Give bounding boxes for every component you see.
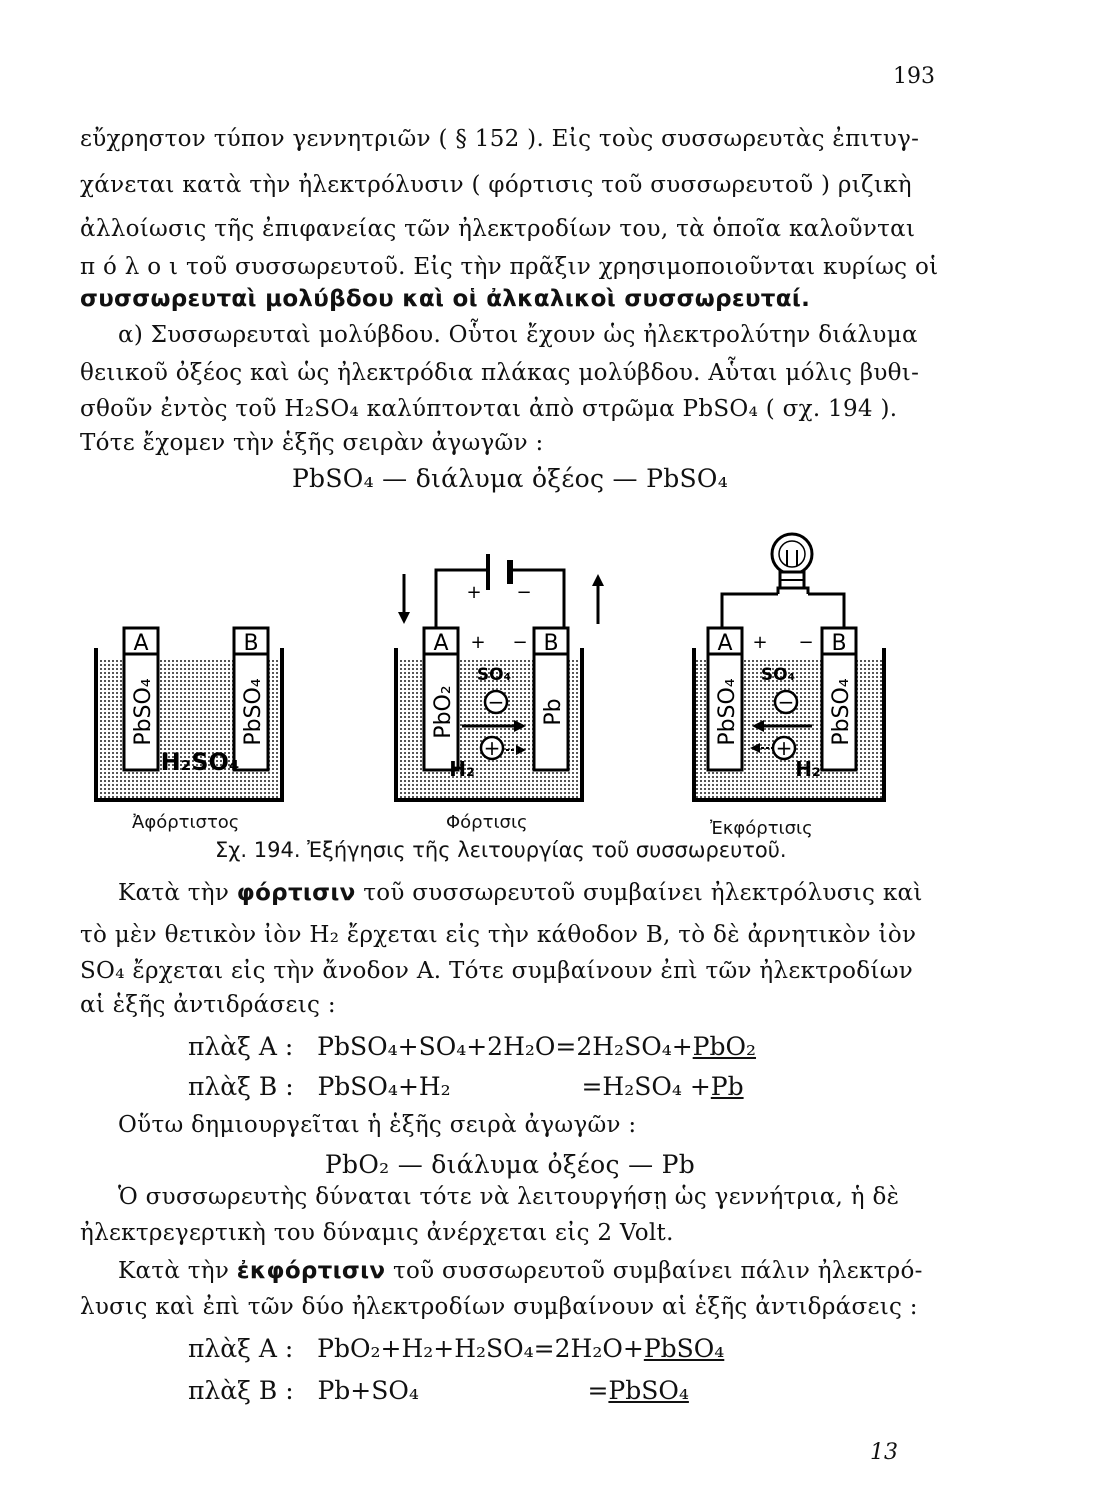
para6-line2: λυσις καὶ ἐπὶ τῶν δύο ἠλεκτροδίων συμβαίνουν αἱ ἑξῆς ἀντιδράσεις : [80,1294,918,1320]
h2-label-2: H₂ [449,757,475,781]
plate-b-material-3: PbSO₄ [829,678,854,746]
sub-caption-discharging: Ἐκφόρτισις [710,818,813,839]
plate-b-label-2: B [543,631,559,656]
arrow-up-icon [592,574,604,586]
series1: PbSO₄ — διάλυμα ὀξέος — PbSO₄ [291,464,729,493]
para3-line2: τὸ μὲν θετικὸν ἰὸν H₂ ἔρχεται εἰς τὴν κάθοδον B, τὸ δὲ ἀρνητικὸν ἰὸν [80,922,917,948]
para3-line1 [118,880,940,906]
equation-rhs: =H₂SO₄ + [581,1072,711,1101]
para3-line4: αἱ ἑξῆς ἀντιδράσεις : [80,992,336,1018]
equation-plate: πλὰξ B : [188,1376,294,1405]
series2: PbO₂ — διάλυμα ὀξέος — Pb [324,1150,696,1179]
para3-line3: SO₄ ἔρχεται εἰς τὴν ἄνοδον A. Τότε συμβαίνουν ἐπὶ τῶν ἠλεκτροδίων [80,958,914,984]
svg-text:+: + [483,736,501,760]
electrolyte-label-1: H₂SO₄ [160,748,240,776]
cell-discharging [694,534,884,800]
para2-line1: α) Συσσωρευταὶ μολύβδου. Οὗτοι ἔχουν ὡς ἠλεκτρολύτην διάλυμα [118,322,918,348]
para2-line2: θειικοῦ ὀξέος καὶ ὡς ἠλεκτρόδια πλάκας μολύβδου. Αὗται μόλις βυθι- [80,360,920,386]
folio: 13 [870,1440,898,1465]
equation-lhs: PbSO₄+H₂ [317,1072,451,1101]
equation-plate: πλὰξ B : [188,1072,294,1101]
para3-line1-end: τοῦ συσσωρευτοῦ συμβαίνει ἠλεκτρόλυσις καὶ [355,880,923,906]
equation-lhs: PbO₂+H₂+H₂SO₄=2H₂O+ [317,1334,644,1363]
svg-text:+: + [775,736,793,760]
equation-product: PbSO₄ [608,1376,689,1405]
svg-text:+: + [470,632,486,653]
plate-b-material-1: PbSO₄ [241,678,266,746]
equation-lhs: Pb+SO₄ [317,1376,419,1405]
equation-discharge-b [188,1376,689,1405]
para6-line1-end: τοῦ συσσωρευτοῦ συμβαίνει πάλιν ἠλεκτρό- [385,1258,923,1284]
equation-product: PbSO₄ [643,1334,725,1363]
svg-text:−: − [487,690,505,714]
para1-line2: χάνεται κατὰ τὴν ἠλεκτρόλυσιν ( φόρτισις τοῦ συσσωρευτοῦ ) ριζικὴ [80,172,912,198]
equation-lhs: PbSO₄+SO₄+2H₂O=2H₂SO₄+ [317,1032,693,1061]
plate-a-material-1: PbSO₄ [131,678,156,746]
plate-b-label-1: B [243,631,259,656]
svg-text:+: + [752,632,768,653]
para1-line1: εὔχρηστον τύπον γεννητριῶν ( § 152 ). Εἰς τοὺς συσσωρευτὰς ἐπιτυγ- [80,126,920,152]
so4-label-2: SO₄ [476,665,512,685]
svg-text:−: − [516,582,532,603]
bold-term-charging: φόρτισιν [236,880,356,906]
equation-product: Pb [710,1072,744,1101]
sub-caption-uncharged: Ἀφόρτιστος [132,812,240,833]
equation-plate: πλὰξ A : [188,1334,294,1363]
circuit-wire-3 [722,594,844,628]
equation-product: PbO₂ [692,1032,757,1061]
equation-rhs: = [587,1376,609,1405]
bold-term-discharging: ἐκφόρτισιν [236,1258,386,1284]
para1-line4: π ό λ ο ι τοῦ συσσωρευτοῦ. Εἰς τὴν πρᾶξιν χρησιμοποιοῦνται κυρίως οἱ [80,254,939,280]
para5-line2: ἠλεκτρεγερτικὴ του δύναμις ἀνέρχεται εἰς 2 Volt. [80,1220,674,1246]
page-number: 193 [893,64,935,89]
para6-line1-start: Κατὰ τὴν [118,1258,237,1284]
plate-a-material-2: PbO₂ [431,685,456,739]
equation-charge-a [188,1032,756,1061]
equation-plate: πλὰξ A : [188,1032,294,1061]
circuit-wire-2 [436,570,564,628]
svg-text:−: − [798,632,814,653]
cell-uncharged [96,628,282,800]
para1-line3: ἀλλοίωσις τῆς ἐπιφανείας τῶν ἠλεκτροδίων του, τὰ ὁποῖα καλοῦνται [80,216,916,242]
h2-label-3: H₂ [795,757,821,781]
plate-a-label-1: A [133,631,149,656]
para2-line3: σθοῦν ἐντὸς τοῦ H₂SO₄ καλύπτονται ἀπὸ στρῶμα PbSO₄ ( σχ. 194 ). [80,396,898,422]
equation-charge-b [188,1072,744,1101]
plate-b-label-3: B [831,631,847,656]
para3-line1-start: Κατὰ τὴν [118,880,237,906]
sub-caption-charging: Φόρτισις [446,812,528,833]
so4-label-3: SO₄ [760,665,796,685]
para1-bold-line: συσσωρευταὶ μολύβδου καὶ οἱ ἀλκαλικοὶ συσσωρευταί. [80,286,811,312]
svg-text:−: − [777,690,795,714]
svg-text:−: − [512,632,528,653]
cell-charging [396,554,604,800]
para5-line1: Ὁ συσσωρευτὴς δύναται τότε νὰ λειτουργήσῃ ὡς γεννήτρια, ἡ δὲ [118,1184,900,1210]
figure-caption: Σχ. 194. Ἐξήγησις τῆς λειτουργίας τοῦ συσσωρευτοῦ. [215,838,787,862]
plate-a-label-2: A [433,631,449,656]
lightbulb-icon [772,534,812,594]
svg-text:+: + [466,582,482,603]
arrow-down-icon [398,612,410,624]
figure-194 [0,520,1100,810]
plate-a-label-3: A [717,631,733,656]
equation-discharge-a [188,1334,724,1363]
para4: Οὕτω δημιουργεῖται ἡ ἑξῆς σειρὰ ἀγωγῶν : [118,1112,637,1138]
plate-a-material-3: PbSO₄ [715,678,740,746]
para6-line1 [118,1258,940,1284]
plate-b-material-2: Pb [541,698,566,726]
para2-line4: Τότε ἔχομεν τὴν ἑξῆς σειρὰν ἀγωγῶν : [80,430,544,456]
